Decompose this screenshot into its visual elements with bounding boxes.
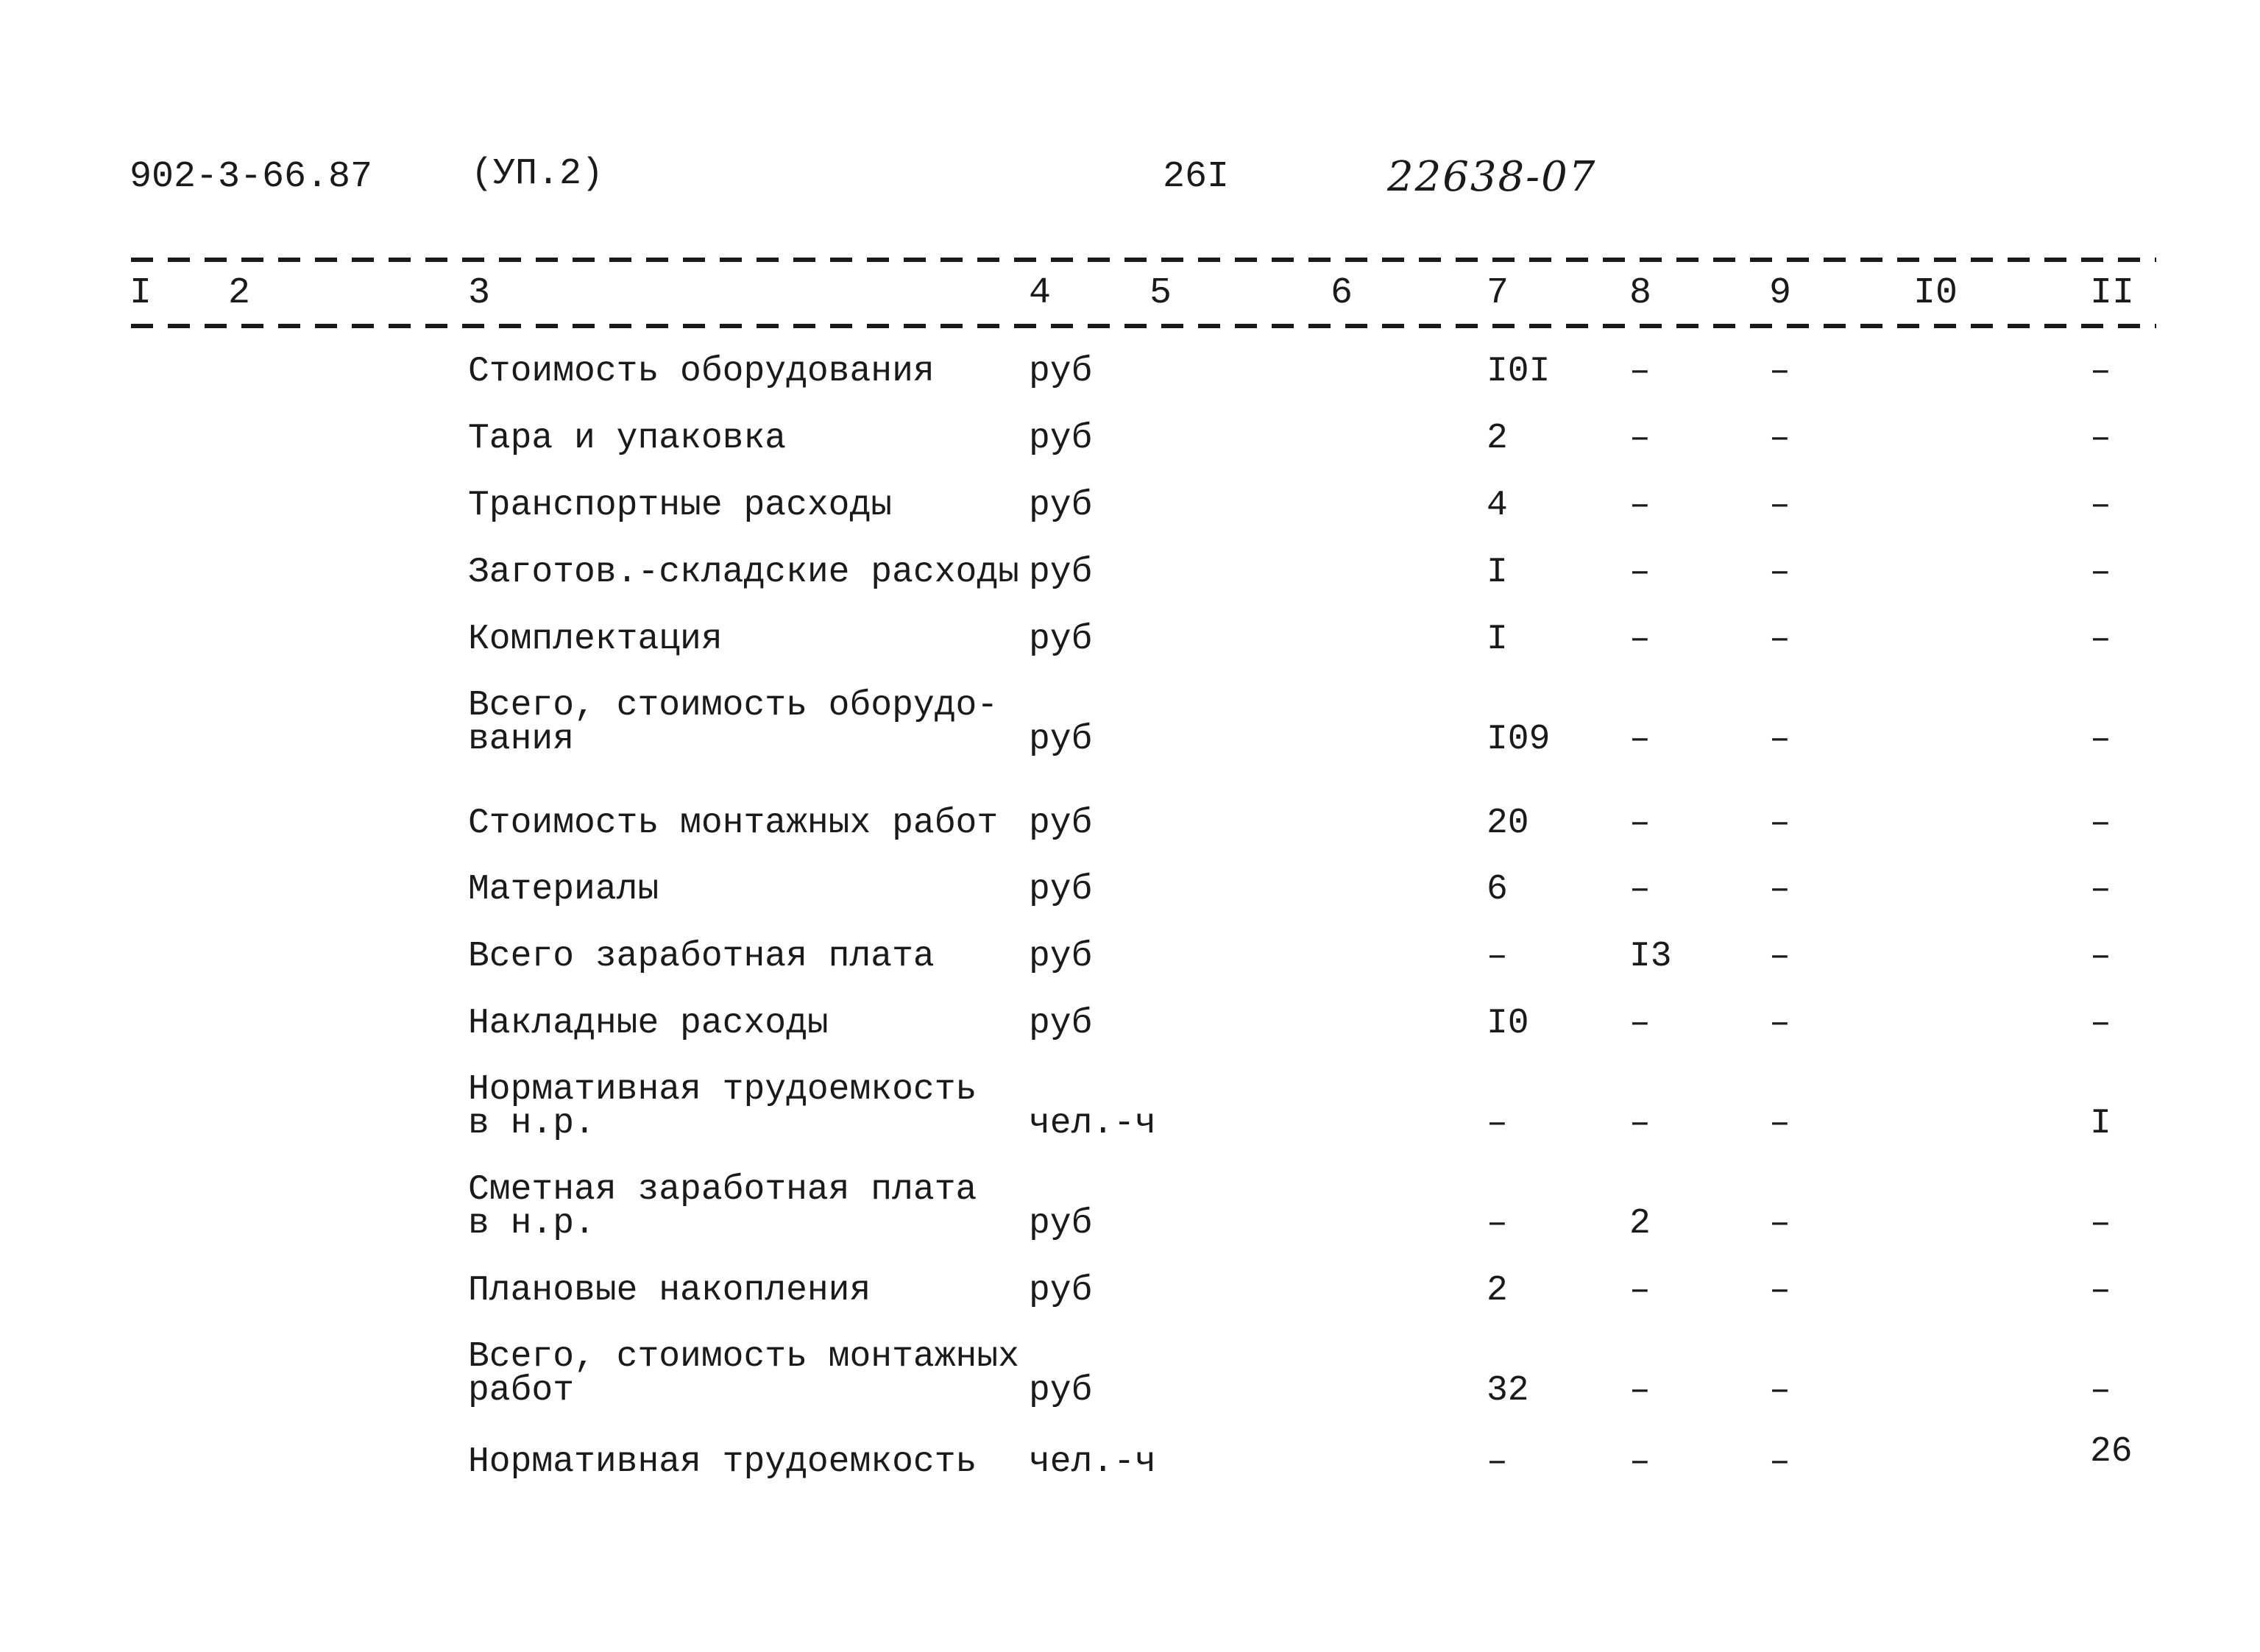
cell-col-7: I0 [1487, 1004, 1529, 1043]
row-unit: руб [1029, 1004, 1093, 1043]
cell-col-9: – [1769, 1004, 1790, 1043]
cell-col-11: – [2090, 1271, 2111, 1311]
cell-col-7: 20 [1487, 804, 1529, 843]
cell-col-9: – [1769, 1204, 1790, 1244]
row-name-line: Плановые накопления [468, 1271, 871, 1311]
cell-col-7: – [1487, 1204, 1508, 1244]
row-unit: руб [1029, 553, 1093, 592]
row-unit: руб [1029, 937, 1093, 976]
column-number: 5 [1150, 272, 1172, 314]
cell-col-9: – [1769, 1104, 1790, 1144]
cell-col-8: – [1629, 1004, 1651, 1043]
cell-col-9: – [1769, 720, 1790, 759]
row-unit: руб [1029, 720, 1093, 759]
cell-col-7: I0I [1487, 352, 1551, 391]
cell-col-7: I [1487, 553, 1508, 592]
top-dashed-rule [131, 258, 2156, 262]
row-name-line: Стоимость монтажных работ [468, 804, 999, 843]
column-number: 2 [228, 272, 251, 314]
column-number: 6 [1331, 272, 1353, 314]
row-unit: чел.-ч [1029, 1104, 1156, 1144]
column-number: 8 [1629, 272, 1652, 314]
row-unit: руб [1029, 352, 1093, 391]
cell-col-7: – [1487, 1442, 1508, 1482]
row-unit: руб [1029, 620, 1093, 659]
row-name-line: Заготов.-складские расходы [468, 553, 1019, 592]
cell-col-11: I [2090, 1104, 2111, 1144]
cell-col-9: – [1769, 1271, 1790, 1311]
row-unit: руб [1029, 486, 1093, 525]
row-name-line: Всего заработная плата [468, 937, 935, 976]
row-name-line: Нормативная трудоемкость [468, 1070, 977, 1110]
row-name-line: Сметная заработная плата [468, 1170, 977, 1210]
album-label: (УП.2) [471, 153, 604, 195]
row-name-line: Тара и упаковка [468, 419, 787, 458]
page-number: 26I [1163, 156, 1230, 198]
cell-col-11: – [2090, 486, 2111, 525]
cell-col-8: – [1629, 804, 1651, 843]
row-name-line: Материалы [468, 870, 659, 910]
row-unit: руб [1029, 870, 1093, 910]
cell-col-11: – [2090, 1204, 2111, 1244]
cell-col-9: – [1769, 553, 1790, 592]
cell-col-11: – [2090, 1004, 2111, 1043]
cell-col-8: – [1629, 1271, 1651, 1311]
column-number: 4 [1029, 272, 1052, 314]
row-name-line: вания [468, 720, 575, 759]
row-name-line: в н.р. [468, 1104, 595, 1144]
cell-col-7: 32 [1487, 1371, 1529, 1411]
cell-col-11: – [2090, 870, 2111, 910]
cell-col-11: – [2090, 804, 2111, 843]
cell-col-7: 4 [1487, 486, 1508, 525]
row-name-line: Накладные расходы [468, 1004, 829, 1043]
cell-col-11: – [2090, 419, 2111, 458]
cell-col-9: – [1769, 352, 1790, 391]
cell-col-7: I [1487, 620, 1508, 659]
cell-col-11: – [2090, 1371, 2111, 1411]
cell-col-8: – [1629, 870, 1651, 910]
cell-col-9: – [1769, 486, 1790, 525]
cell-col-9: – [1769, 1371, 1790, 1411]
cell-col-7: 2 [1487, 1271, 1508, 1311]
cell-col-9: – [1769, 870, 1790, 910]
row-name-line: Транспортные расходы [468, 486, 893, 525]
cell-col-9: – [1769, 620, 1790, 659]
row-name-line: Стоимость оборудования [468, 352, 935, 391]
cell-col-7: – [1487, 937, 1508, 976]
row-unit: руб [1029, 419, 1093, 458]
handwritten-number: 22638-07 [1387, 153, 1597, 201]
row-name-line: Комплектация [468, 620, 723, 659]
cell-col-11: 26 [2090, 1432, 2133, 1472]
row-unit: руб [1029, 804, 1093, 843]
column-number: 9 [1769, 272, 1792, 314]
cell-col-8: 2 [1629, 1204, 1651, 1244]
cell-col-11: – [2090, 553, 2111, 592]
cell-col-8: – [1629, 352, 1651, 391]
row-name-line: Всего, стоимость монтажных [468, 1337, 1019, 1377]
cell-col-11: – [2090, 720, 2111, 759]
row-unit: чел.-ч [1029, 1442, 1156, 1482]
cell-col-9: – [1769, 937, 1790, 976]
column-number: I0 [1913, 272, 1958, 314]
cell-col-8: I3 [1629, 937, 1672, 976]
column-number: 7 [1487, 272, 1509, 314]
cell-col-11: – [2090, 352, 2111, 391]
row-name-line: работ [468, 1371, 575, 1411]
row-unit: руб [1029, 1204, 1093, 1244]
row-name-line: Нормативная трудоемкость [468, 1442, 977, 1482]
bottom-dashed-rule [131, 324, 2156, 328]
row-name-line: Всего, стоимость оборудо- [468, 686, 999, 726]
row-unit: руб [1029, 1371, 1093, 1411]
cell-col-8: – [1629, 553, 1651, 592]
cell-col-7: I09 [1487, 720, 1551, 759]
cell-col-8: – [1629, 486, 1651, 525]
cell-col-9: – [1769, 1442, 1790, 1482]
cell-col-9: – [1769, 419, 1790, 458]
cell-col-7: – [1487, 1104, 1508, 1144]
column-number: I [130, 272, 152, 314]
cell-col-8: – [1629, 620, 1651, 659]
document-code: 902-3-66.87 [130, 156, 373, 198]
cell-col-11: – [2090, 620, 2111, 659]
column-number: 3 [468, 272, 491, 314]
cell-col-8: – [1629, 720, 1651, 759]
cell-col-8: – [1629, 419, 1651, 458]
column-number: II [2090, 272, 2135, 314]
row-name-line: в н.р. [468, 1204, 595, 1244]
cell-col-9: – [1769, 804, 1790, 843]
cell-col-8: – [1629, 1104, 1651, 1144]
cell-col-8: – [1629, 1442, 1651, 1482]
row-unit: руб [1029, 1271, 1093, 1311]
cell-col-8: – [1629, 1371, 1651, 1411]
cell-col-11: – [2090, 937, 2111, 976]
cell-col-7: 2 [1487, 419, 1508, 458]
cell-col-7: 6 [1487, 870, 1508, 910]
